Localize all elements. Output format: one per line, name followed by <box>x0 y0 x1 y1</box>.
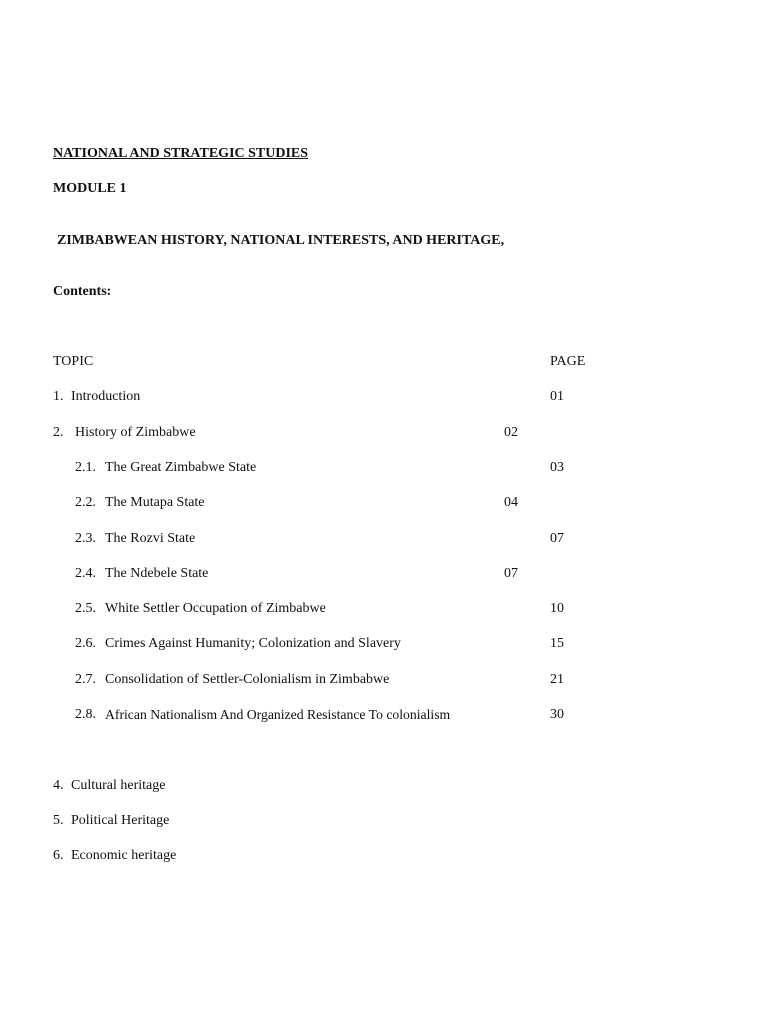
document-subtitle: ZIMBABWEAN HISTORY, NATIONAL INTERESTS, AND HERITAGE, <box>57 233 505 248</box>
contents-label: Contents: <box>53 284 112 299</box>
toc-entry-number: 4. <box>53 778 64 793</box>
toc-entry-label: The Great Zimbabwe State <box>105 460 257 475</box>
toc-entry-label: Consolidation of Settler-Colonialism in Zimbabwe <box>105 672 390 687</box>
toc-entry-number: 2.8. <box>75 707 96 722</box>
toc-entry-label: Economic heritage <box>71 848 177 863</box>
toc-entry-label: White Settler Occupation of Zimbabwe <box>105 601 326 616</box>
toc-column-topic: TOPIC <box>53 354 94 369</box>
toc-entry-number: 2.7. <box>75 672 96 687</box>
toc-entry-label: The Ndebele State <box>105 566 209 581</box>
module-label: MODULE 1 <box>53 181 127 196</box>
toc-entry-number: 2.5. <box>75 601 96 616</box>
toc-entry-label: The Rozvi State <box>105 531 196 546</box>
toc-entry-page: 01 <box>550 389 564 404</box>
toc-entry-page: 21 <box>550 672 564 687</box>
toc-entry-label: Crimes Against Humanity; Colonization and Slavery <box>105 636 401 651</box>
toc-entry-number: 2.1. <box>75 460 96 475</box>
toc-entry-page: 30 <box>550 707 564 722</box>
toc-entry-page: 04 <box>504 495 518 510</box>
toc-entry-page: 02 <box>504 425 518 440</box>
toc-entry-number: 2.6. <box>75 636 96 651</box>
toc-entry-number: 5. <box>53 813 64 828</box>
toc-entry-page: 03 <box>550 460 564 475</box>
toc-entry-page: 10 <box>550 601 564 616</box>
toc-entry-label: Political Heritage <box>71 813 170 828</box>
toc-entry-number: 2.2. <box>75 495 96 510</box>
toc-entry-number: 6. <box>53 848 64 863</box>
toc-column-page: PAGE <box>550 354 586 369</box>
toc-entry-label: History of Zimbabwe <box>75 425 196 440</box>
toc-entry-number: 1. <box>53 389 64 404</box>
toc-entry-label: Introduction <box>71 389 141 404</box>
toc-entry-number: 2.4. <box>75 566 96 581</box>
toc-entry-page: 07 <box>504 566 518 581</box>
course-title: NATIONAL AND STRATEGIC STUDIES <box>53 146 309 161</box>
toc-entry-page: 15 <box>550 636 564 651</box>
toc-entry-page: 07 <box>550 531 564 546</box>
toc-entry-label: Cultural heritage <box>71 778 166 793</box>
toc-entry-label: The Mutapa State <box>105 495 205 510</box>
toc-entry-label: African Nationalism And Organized Resistance To colonialism <box>105 707 451 722</box>
toc-entry-number: 2.3. <box>75 531 96 546</box>
toc-entry-number: 2. <box>53 425 64 440</box>
